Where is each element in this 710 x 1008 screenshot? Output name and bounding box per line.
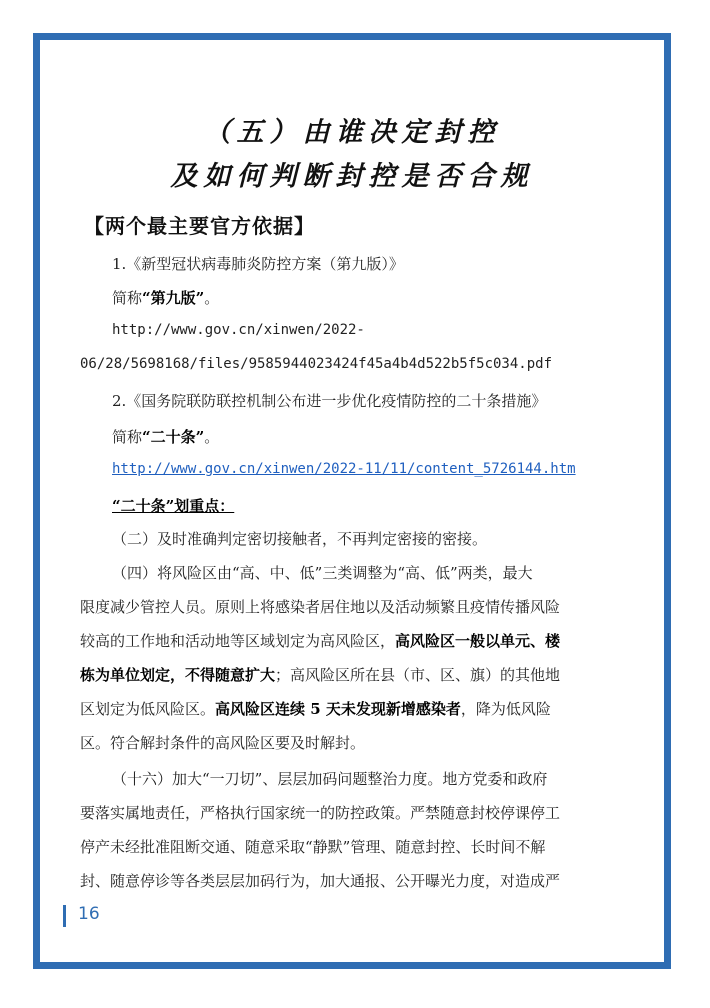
item-1-url-line-2: 06/28/5698168/files/9585944023424f45a4b4d522b5f5c034.pdf [80, 356, 553, 372]
item-2-short-prefix: 简称 [112, 428, 143, 446]
para-4-line-4 [80, 664, 560, 685]
page-number: 16 [78, 904, 100, 924]
footer-accent-bar [63, 905, 66, 927]
para-16-line-2: 要落实属地责任，严格执行国家统一的防控政策。严禁随意封校停课停工 [80, 804, 561, 822]
para-4-line-5-a: 区划定为低风险区。 [80, 700, 216, 718]
para-2: （二）及时准确判定密切接触者，不再判定密接的密接。 [112, 530, 488, 548]
item-2-short [112, 426, 219, 447]
section-heading: 【两个最主要官方依据】 [84, 214, 315, 238]
item-2-url-link[interactable]: http://www.gov.cn/xinwen/2022-11/11/content_5726144.htm [112, 461, 576, 477]
title-line-2: 及如何判断封控是否合规 [170, 161, 534, 192]
para-16-line-1: （十六）加大“一刀切”、层层加码问题整治力度。地方党委和政府 [112, 770, 548, 788]
title-line-1: （五）由谁决定封控 [203, 117, 501, 148]
para-4-line-3 [80, 630, 560, 651]
para-16-line-4: 封、随意停诊等各类层层加码行为，加大通报、公开曝光力度，对造成严 [80, 872, 561, 890]
page-frame [33, 33, 671, 969]
item-1-short-prefix: 简称 [112, 289, 143, 307]
para-4-line-6: 区。符合解封条件的高风险区要及时解封。 [80, 734, 366, 752]
para-4-line-4-b: ；高风险区所在县（市、区、旗）的其他地 [275, 666, 561, 684]
para-4-line-2: 限度减少管控人员。原则上将感染者居住地以及活动频繁且疫情传播风险 [80, 598, 561, 616]
para-4-line-5-c: ，降为低风险 [460, 700, 551, 718]
item-2-short-name: “二十条” [142, 428, 205, 446]
item-2-short-suffix: 。 [204, 428, 220, 446]
item-1-short [112, 287, 219, 308]
item-1-name: 1.《新型冠状病毒肺炎防控方案（第九版）》 [112, 255, 404, 273]
para-4-line-5 [80, 698, 551, 719]
item-1-short-name: “第九版” [142, 289, 205, 307]
item-1-url-line-1: http://www.gov.cn/xinwen/2022- [112, 322, 365, 338]
item-2-name: 2.《国务院联防联控机制公布进一步优化疫情防控的二十条措施》 [112, 392, 547, 410]
para-4-line-4-bold: 栋为单位划定，不得随意扩大 [80, 666, 276, 684]
para-4-line-3-a: 较高的工作地和活动地等区域划定为高风险区， [80, 632, 396, 650]
highlight-heading: “二十条”划重点： [112, 497, 235, 515]
para-16-line-3: 停产未经批准阻断交通、随意采取“静默”管理、随意封控、长时间不解 [80, 838, 546, 856]
item-1-short-suffix: 。 [204, 289, 220, 307]
para-4-line-1: （四）将风险区由“高、中、低”三类调整为“高、低”两类，最大 [112, 564, 533, 582]
para-4-line-3-bold: 高风险区一般以单元、楼 [395, 632, 561, 650]
para-4-line-5-bold: 高风险区连续 5 天未发现新增感染者 [215, 700, 461, 718]
